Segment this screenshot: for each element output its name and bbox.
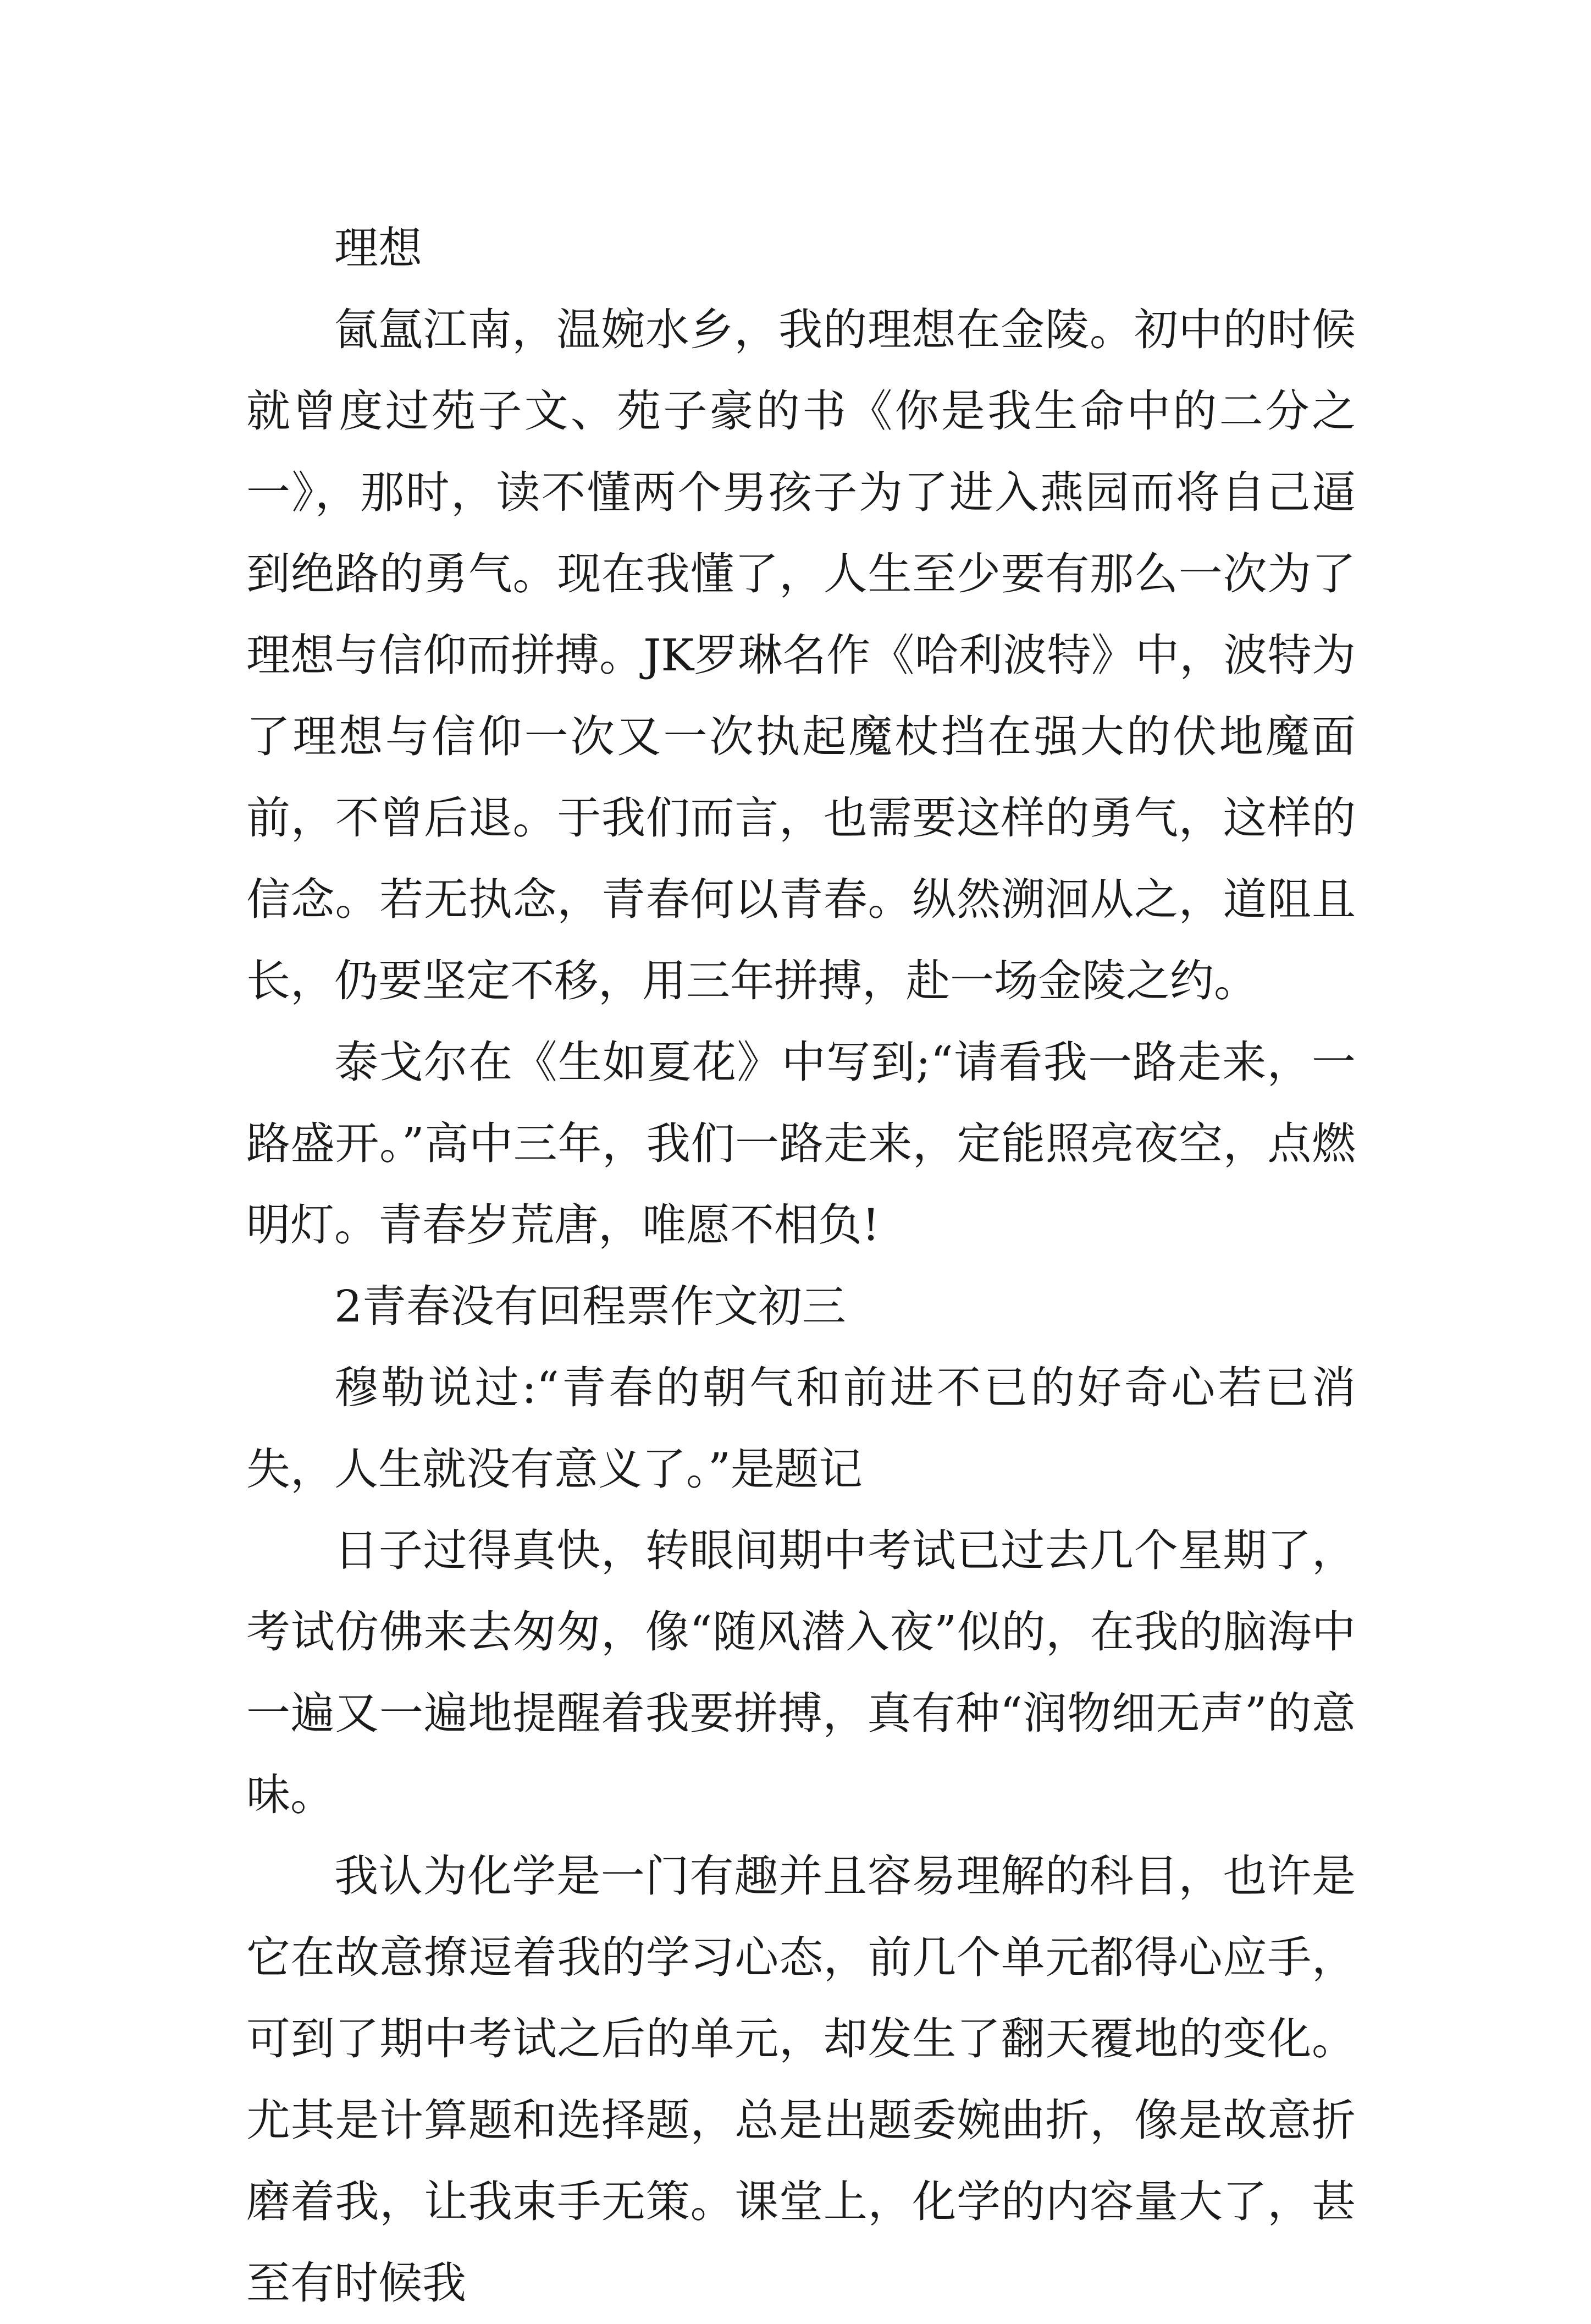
paragraph-jinling-dream: 氤氲江南，温婉水乡，我的理想在金陵。初中的时候就曾度过苑子文、苑子豪的书《你是我生命中的二分之一》，那时，读不懂两个男孩子为了进入燕园而将自己逼到绝路的勇气。现在我懂了，人生至少要有那么一次为了理想与信仰而拼搏。JK罗琳名作《哈利波特》中，波特为了理想与信仰一次又一次执起魔杖挡在强大的伏地魔面前，不曾后退。于我们而言，也需要这样的勇气，这样的信念。若无执念，青春何以青春。纵然溯洄从之，道阻且长，仍要坚定不移，用三年拼搏，赴一场金陵之约。 [246,304,1356,1006]
document-body [246,208,1356,2324]
paragraph-midterm: 日子过得真快，转眼间期中考试已过去几个星期了，考试仿佛来去匆匆，像“随风潜入夜”似的，在我的脑海中一遍又一遍地提醒着我要拼搏，真有种“润物细无声”的意味。 [246,1525,1356,1820]
paragraph-chemistry: 我认为化学是一门有趣并且容易理解的科目，也许是它在故意撩逗着我的学习心态，前几个单元都得心应手，可到了期中考试之后的单元，却发生了翻天覆地的变化。尤其是计算题和选择题，总是出题委婉曲折，像是故意折磨着我，让我束手无策。课堂上，化学的内容量大了，甚至有时候我 [246,1851,1356,2309]
section-heading-ideal: 理想 [334,223,422,274]
section-heading-youth: 2青春没有回程票作文初三 [334,1281,846,1332]
paragraph-tagore-quote: 泰戈尔在《生如夏花》中写到;“请看我一路走来，一路盛开。”高中三年，我们一路走来，定能照亮夜空，点燃明灯。青春岁荒唐，唯愿不相负! [246,1037,1356,1251]
paragraph-mill-epigraph: 穆勒说过:“青春的朝气和前进不已的好奇心若已消失，人生就没有意义了。”是题记 [246,1362,1356,1495]
